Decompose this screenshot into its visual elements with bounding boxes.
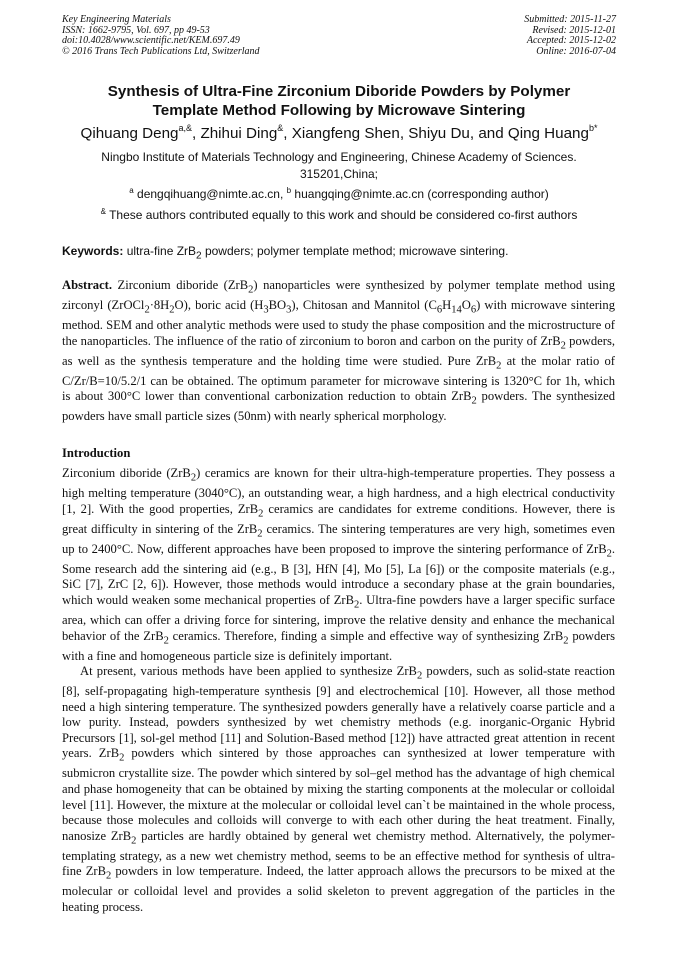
subscript: 2 — [106, 870, 112, 882]
keywords — [62, 244, 618, 263]
doi-line: doi:10.4028/www.scientific.net/KEM.697.49 — [62, 35, 240, 47]
title-line-2: Template Method Following by Microwave Sintering — [152, 102, 526, 119]
subscript: 2 — [563, 635, 569, 647]
text: powders, such as solid-state reaction [8], self-propagating high-temperature synthesis [9] and electrochemical [10]. However, all those method need a high sintering temperature. The synthesized powders generally have a relatively coarse particle and a low purity. Instead, powders synthesized by wet chemistry methods (e.g. inorganic-Organic Hybrid Precursors [1], sol-gel method [11] and Solution-Based method [12]) have attracted great attention in recent years. ZrB — [62, 664, 615, 761]
subscript: 2 — [416, 670, 423, 682]
copyright-line: © 2016 Trans Tech Publications Ltd, Switzerland — [62, 45, 260, 57]
subscript: 2 — [606, 548, 612, 560]
issn-line: ISSN: 1662-9795, Vol. 697, pp 49-53 — [62, 24, 210, 36]
affiliation-line-2: 315201,China; — [299, 167, 379, 181]
author-marker: a,& — [178, 123, 192, 133]
email-b[interactable]: huangqing@nimte.ac.cn (corresponding author) — [291, 187, 549, 201]
subscript: 2 — [471, 395, 477, 407]
affiliation-line-1: Ningbo Institute of Materials Technology and Engineering, Chinese Academy of Sciences. — [101, 150, 577, 164]
subscript: 2 — [248, 284, 254, 296]
text: ) with microwave sintering method. SEM and other analytic methods were used to study the phase composition and the microstructure of the nanoparticles. The influence of the ratio of zirconium to boron and carbon on the purity of ZrB — [62, 298, 615, 348]
text: powders which sintered by those approaches can synthesized at lower temperature with submicron crystallite size. The powder which sintered by sol–gel method has the advantage of high chemical and phase homogeneity that can be obtained by mixing the starting components at the molecular or colloidal level [11]. However, the mixture at the molecular or colloidal level can`t be maintained in the whole process, because those molecules and colloids will converge to with each other during the heat treatment. Finally, nanosize ZrB — [62, 746, 615, 843]
subscript: 2 — [119, 752, 125, 764]
text: at the molar ratio of C/Zr/B=10/5.2/1 can be obtained. The optimum parameter for microwave sintering is 1320°C for 1h, which is about 300°C lower than conventional carbonization reduction to obtain ZrB — [62, 353, 615, 404]
journal-header — [62, 15, 260, 57]
text: powders with a fine and homogeneous particle size is definitely important. — [62, 628, 616, 663]
subscript: 2 — [144, 304, 150, 316]
note-marker: & — [100, 207, 106, 216]
email-marker: a — [129, 186, 134, 195]
accepted-date: Accepted: 2015-12-02 — [526, 35, 616, 47]
subscript: 2 — [257, 528, 263, 540]
introduction-body — [62, 466, 615, 915]
subscript: 6 — [470, 304, 477, 316]
text: ), Chitosan and Mannitol (C — [291, 298, 437, 313]
subscript: 2 — [560, 340, 566, 352]
email-a[interactable]: dengqihuang@nimte.ac.cn, — [133, 187, 287, 201]
text: O), boric acid (H — [174, 298, 264, 313]
text: powders, as well as the synthesis temperature and the holding time were studied. Pure ZrB — [62, 333, 615, 368]
subscript: 2 — [258, 508, 264, 520]
subscript: 2 — [163, 635, 169, 647]
author-name: , Zhihui Ding — [192, 125, 278, 142]
subscript: 6 — [436, 304, 443, 316]
keywords-text: ultra-fine ZrB — [123, 244, 197, 258]
subscript: 2 — [196, 250, 202, 262]
submitted-date: Submitted: 2015-11-27 — [524, 14, 616, 25]
subscript: 2 — [169, 304, 175, 316]
section-heading-introduction: Introduction — [62, 446, 131, 460]
revised-date: Revised: 2015-12-01 — [532, 24, 616, 36]
subscript: 2 — [496, 360, 502, 372]
affiliation — [40, 149, 638, 183]
subscript: 2 — [354, 599, 360, 611]
journal-name: Key Engineering Materials — [62, 14, 171, 25]
subscript: 2 — [131, 835, 137, 847]
title-line-1: Synthesis of Ultra-Fine Zirconium Diboride Powders by Polymer — [107, 83, 571, 100]
text: powders. The synthesized powders have small particle sizes (50nm) with nearly spherical morphology. — [62, 389, 615, 424]
keywords-text: powders; polymer template method; microwave sintering. — [201, 244, 509, 258]
author-marker: & — [277, 123, 284, 133]
text: . Some research add the sintering aid (e.g., B [3], HfN [4], Mo [5], La [6]) or the composite materials (e.g., SiC [7], ZrC [2, 6]). However, those methods would introduce a secondary phase at the grain boundaries, which would weaken some mechanical properties of ZrB — [62, 541, 615, 607]
text: BO — [268, 298, 287, 313]
text: ) ceramics are known for their ultra-high-temperature properties. They possess a high melting temperature (3040°C), an outstanding wear, a high hardness, and a high electrical conductivity [1, 2]. With the good properties, ZrB — [62, 466, 615, 516]
email-line — [40, 186, 638, 203]
text: powders in low temperature. Indeed, the latter approach allows the precursors to be mixed at the molecular or colloidal level and provides a solid skeleton to prevent aggregation of the particles in the heating process. — [62, 864, 616, 914]
subscript: 14 — [451, 304, 462, 316]
paper-title — [40, 82, 638, 120]
text: ceramics. Therefore, finding a simple and effective way of synthesizing ZrB — [168, 628, 564, 643]
author-names: , Xiangfeng Shen, Shiyu Du, and Qing Huang — [283, 125, 589, 142]
text: particles are hardly obtained by general wet chemistry method. Alternatively, the polymer-templating strategy, as a new wet chemistry method, seems to be an effective method for synthesis of ultra-fine ZrB — [62, 828, 615, 879]
subscript: 3 — [286, 304, 292, 316]
text: ) nanoparticles were synthesized by polymer template method using zirconyl (ZrOCl — [62, 278, 616, 313]
text: Zirconium diboride (ZrB — [112, 278, 249, 292]
author-name: Qihuang Deng — [80, 125, 179, 142]
text: . Ultra-fine powders have a larger specific surface area, which can offer a driving force for sintering, improve the relative density and enhance the mechanical behavior of the ZrB — [62, 592, 615, 643]
introduction-paragraph-2 — [62, 664, 615, 915]
author-marker: b* — [588, 123, 598, 133]
text: ·8H — [149, 298, 170, 313]
abstract-paragraph — [62, 278, 615, 425]
subscript: 3 — [263, 304, 269, 316]
subscript: 2 — [190, 472, 197, 484]
text: At present, various methods have been applied to synthesize ZrB — [80, 664, 417, 679]
online-date: Online: 2016-07-04 — [536, 45, 616, 57]
text: Zirconium diboride (ZrB — [62, 466, 191, 480]
text: ceramics. The sintering temperatures are very high, sometimes even up to 2400°C. Now, different approaches have been proposed to improve the sintering performance of ZrB — [62, 521, 616, 556]
text: ceramics are candidates for extreme conditions. However, there is great difficulty in sintering of the ZrB — [62, 501, 615, 536]
email-marker: b — [286, 186, 292, 195]
dates-header — [524, 15, 616, 57]
keywords-label: Keywords: — [62, 244, 124, 258]
text: H — [442, 298, 452, 313]
equal-contribution-note — [40, 207, 638, 224]
author-list — [30, 124, 648, 143]
note-text: These authors contributed equally to this work and should be considered co-first authors — [105, 208, 578, 222]
abstract — [62, 278, 615, 425]
text: O — [461, 298, 471, 313]
abstract-label: Abstract. — [62, 278, 113, 292]
introduction-paragraph-1 — [62, 466, 615, 664]
